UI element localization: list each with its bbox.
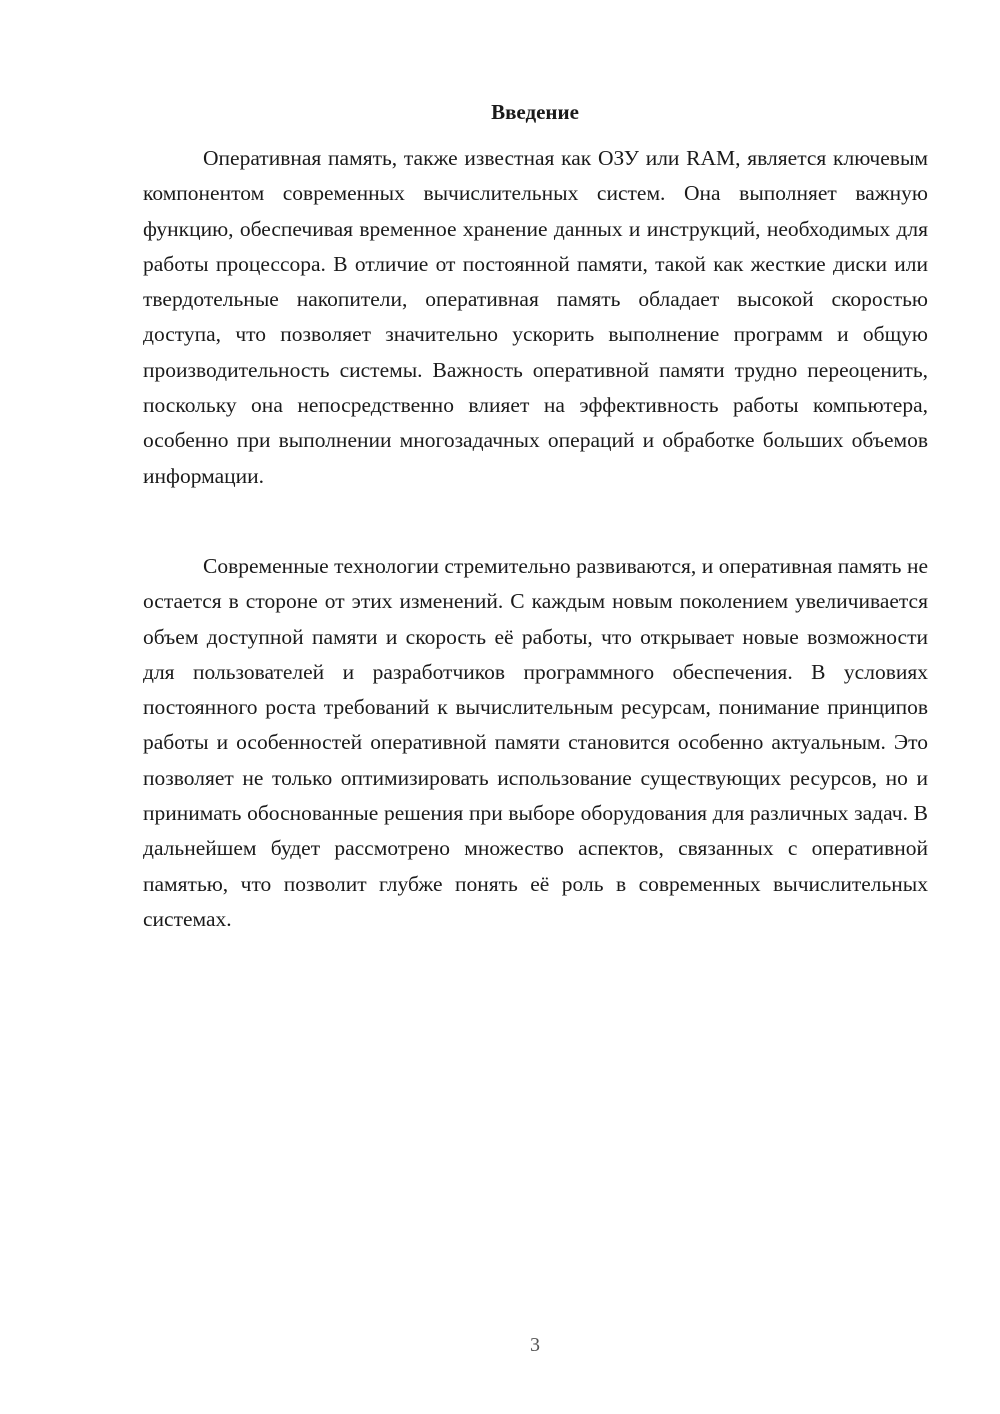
paragraph-2	[143, 549, 928, 937]
paragraph-text: Современные технологии стремительно развиваются, и оперативная память не остается в стороне от этих изменений. С каждым новым поколением увеличивается объем доступной памяти и скорость её работы, что открывает новые возможности для пользователей и разработчиков программного обеспечения. В условиях постоянного роста требований к вычислительным ресурсам, понимание принципов работы и особенностей оперативной памяти становится особенно актуальным. Это позволяет не только оптимизировать использование существующих ресурсов, но и принимать обоснованные решения при выборе оборудования для различных задач. В дальнейшем будет рассмотрено множество аспектов, связанных с оперативной памятью, что позволит глубже понять её роль в современных вычислительных системах.	[143, 554, 928, 931]
paragraph-text: Оперативная память, также известная как ОЗУ или RAM, является ключевым компонентом современных вычислительных систем. Она выполняет важную функцию, обеспечивая временное хранение данных и инструкций, необходимых для работы процессора. В отличие от постоянной памяти, такой как жесткие диски или твердотельные накопители, оперативная память обладает высокой скоростью доступа, что позволяет значительно ускорить выполнение программ и общую производительность системы. Важность оперативной памяти трудно переоценить, поскольку она непосредственно влияет на эффективность работы компьютера, особенно при выполнении многозадачных операций и обработке больших объемов информации.	[143, 146, 928, 488]
section-title: Введение	[491, 100, 579, 124]
page-number: 3	[530, 1334, 540, 1356]
paragraph-1	[143, 141, 928, 494]
